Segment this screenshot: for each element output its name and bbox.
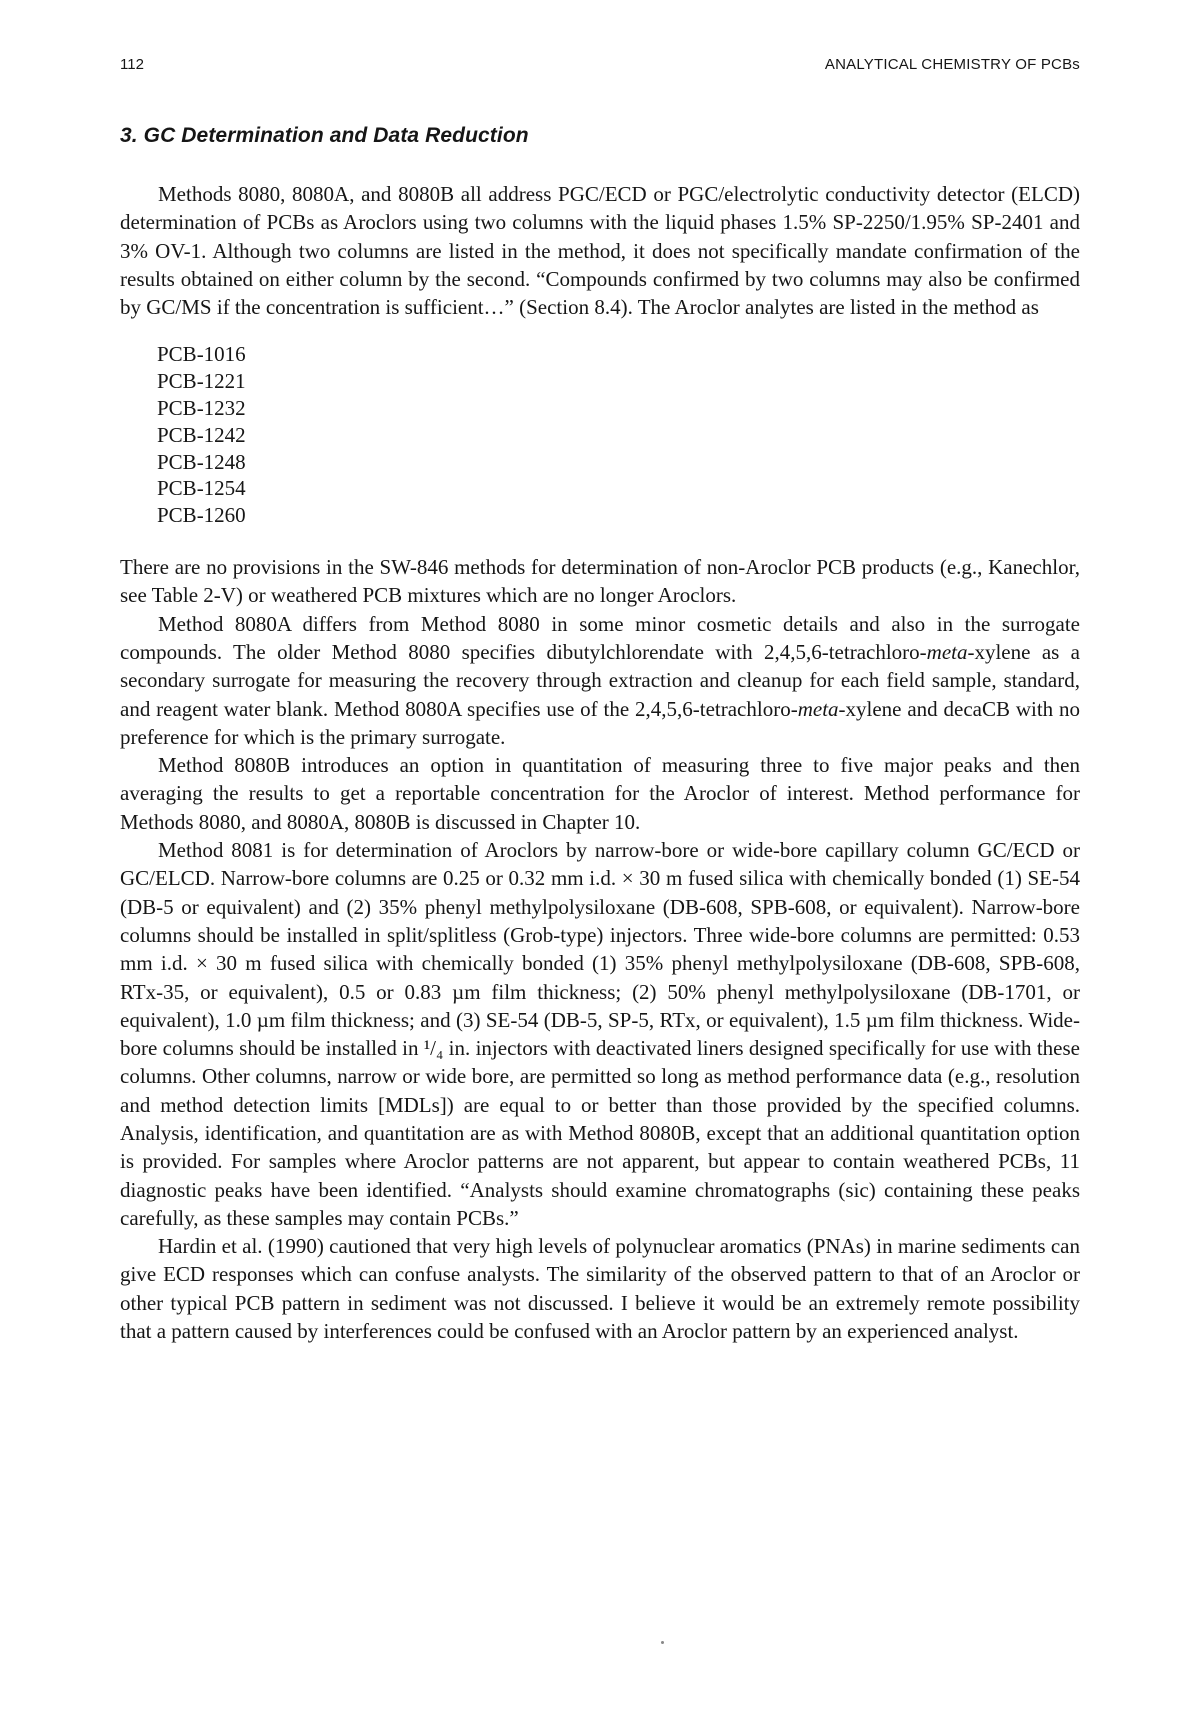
list-item: PCB-1221 [157,369,246,394]
page-number: 112 [120,56,144,73]
method-8081-paragraph: Method 8081 is for determination of Aroclors by narrow-bore or wide-bore capillary column GC/ECD or GC/ELCD. Narrow-bore columns are 0.25 or 0.32 mm i.d. × 30 m fused silica with chemically bonded (1) SE-54 (DB-5 or equivalent) and (2) 35% phenyl methylpolysiloxane (DB-608, SPB-608, or equivalent). Narrow-bore columns should be installed in split/splitless (Grob-type) injectors. Three wide-bore columns are permitted: 0.53 mm i.d. × 30 m fused silica with chemically bonded (1) 35% phenyl methylpolysiloxane (DB-608, SPB-608, RTx-35, or equivalent), 0.5 or 0.83 µm film thickness; (2) 50% phenyl methylpolysiloxane (DB-1701, or equivalent), 1.0 µm film thickness; and (3) SE-54 (DB-5, SP-5, RTx, or equivalent), 1.5 µm film thickness. Wide-bore columns should be installed in ¹/₄ in. injectors with deactivated liners designed specifically for use with these columns. Other columns, narrow or wide bore, are permitted so long as method performance data (e.g., resolution and method detection limits [MDLs]) are equal to or better than those provided by the specified columns. Analysis, identification, and quantitation are as with Method 8080B, except that an additional quantitation option is provided. For samples where Aroclor patterns are not apparent, but appear to contain weathered PCBs, 11 diagnostic peaks have been identified. “Analysts should examine chromatographs (sic) containing these peaks carefully, as these samples may contain PCBs.” [120,838,1080,1230]
italic-meta: meta [797,696,839,721]
list-item: PCB-1232 [157,396,246,421]
running-head [120,56,1080,80]
list-item: PCB-1242 [157,422,246,447]
no-provisions-paragraph: There are no provisions in the SW-846 methods for determination of non-Aroclor PCB products (e.g., Kanechlor, see Table 2-V) or weathered PCB mixtures which are no longer Aroclors. [120,555,1080,608]
section-title: 3. GC Determination and Data Reduction [120,124,529,147]
text-segment: -xylene and decaCB with no preference for which is the primary surrogate. [120,696,1080,749]
list-item: PCB-1254 [157,476,246,501]
italic-meta: meta [926,639,968,664]
method-8080a-paragraph [120,610,1080,751]
hardin-paragraph: Hardin et al. (1990) cautioned that very high levels of polynuclear aromatics (PNAs) in marine sediments can give ECD responses which can confuse analysts. The similarity of the observed pattern to that of an Aroclor or other typical PCB pattern in sediment was not discussed. I believe it would be an extremely remote possibility that a pattern caused by interferences could be confused with an Aroclor pattern by an experienced analyst. [120,1234,1080,1344]
scan-speck [661,1641,664,1644]
list-item: PCB-1260 [157,503,246,528]
method-8080b-paragraph: Method 8080B introduces an option in quantitation of measuring three to five major peaks and then averaging the results to get a reportable concentration for the Aroclor of interest. Method performance for Methods 8080, and 8080A, 8080B is discussed in Chapter 10. [120,753,1080,834]
running-title: ANALYTICAL CHEMISTRY OF PCBs [824,56,1080,73]
list-item: PCB-1248 [157,449,246,474]
text-segment: -xylene as a secondary surrogate for measuring the recovery through extraction and cleanup for each field sample, standard, and reagent water blank. Method 8080A specifies use of the 2,4,5,6-tetrachloro- [120,639,1080,721]
list-item: PCB-1016 [157,342,246,367]
intro-paragraph: Methods 8080, 8080A, and 8080B all address PGC/ECD or PGC/electrolytic conductivity detector (ELCD) determination of PCBs as Aroclors using two columns with the liquid phases 1.5% SP-2250/1.95% SP-2401 and 3% OV-1. Although two columns are listed in the method, it does not specifically mandate confirmation of the results obtained on either column by the second. “Compounds confirmed by two columns may also be confirmed by GC/MS if the concentration is sufficient…” (Section 8.4). The Aroclor analytes are listed in the method as [120,182,1080,320]
text-segment: Method 8080A differs from Method 8080 in some minor cosmetic details and also in the surrogate compounds. The older Method 8080 specifies dibutylchlorendate with 2,4,5,6-tetrachloro- [120,611,1080,664]
body-text [120,180,1080,1345]
aroclor-list [157,341,1080,529]
